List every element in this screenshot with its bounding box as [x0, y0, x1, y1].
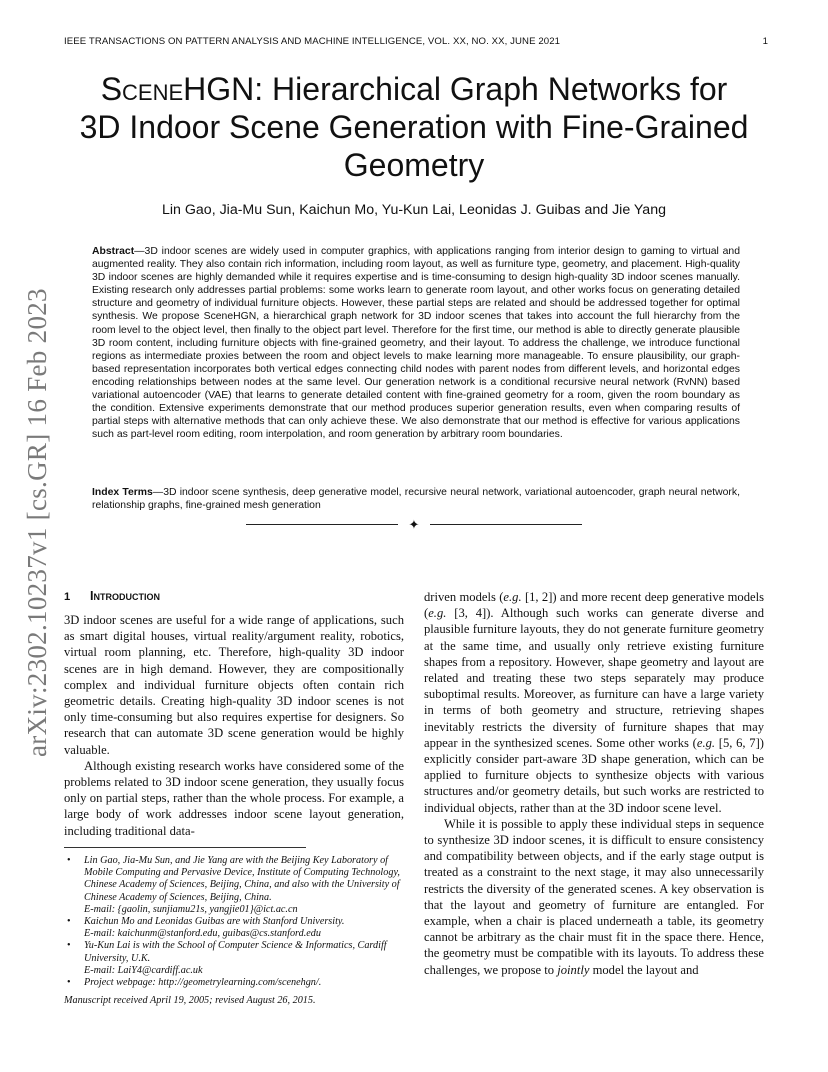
footnote-email: E-mail: LaiY4@cardiff.ac.uk [84, 964, 203, 976]
separator-line-right [430, 524, 582, 525]
footnote-text: Lin Gao, Jia-Mu Sun, and Jie Yang are with the Beijing Key Laboratory of Mobile Computing and Pervasive Device, Institute of Computing Technology, Chinese Academy of Sciences, Beijing, China, and also with the University of Chinese Academy of Sciences, Beijing, China. [84, 855, 400, 903]
arxiv-stamp: arXiv:2302.10237v1 [cs.GR] 16 Feb 2023 [22, 288, 52, 757]
index-terms-label: Index Terms [92, 487, 153, 498]
method-name: SceneHGN [100, 71, 255, 107]
footnote-email: E-mail: {gaolin, sunjiamu21s, yangjie01}@ict.ac.cn [84, 903, 298, 915]
footnote-text: Yu-Kun Lai is with the School of Computer Science & Informatics, Cardiff University, U.K. [84, 940, 387, 964]
title-line-2: 3D Indoor Scene Generation with Fine-Grained [79, 109, 749, 145]
paper-title [40, 70, 788, 184]
section-heading [64, 589, 404, 604]
abstract-label: Abstract [92, 246, 135, 257]
author-list: Lin Gao, Jia-Mu Sun, Kaichun Mo, Yu-Kun Lai, Leonidas J. Guibas and Jie Yang [162, 202, 666, 218]
page-number: 1 [762, 36, 768, 47]
section-separator [246, 518, 582, 532]
bullet-icon: • [67, 855, 71, 866]
separator-line-left [246, 524, 398, 525]
separator-diamond-icon: ✦ [408, 517, 420, 532]
left-column [64, 589, 404, 839]
index-terms [92, 486, 740, 512]
section-number: 1 [64, 591, 71, 603]
footnote-affiliation-stanford [64, 916, 406, 940]
bullet-icon: • [67, 916, 71, 928]
title-line-1: : Hierarchical Graph Networks for [254, 71, 728, 107]
intro-paragraph-3: driven models (e.g. [1, 2]) and more recent deep generative models (e.g. [3, 4]). Although such works can generate diverse and plausible furniture layouts, they do not generate furniture geometry at the same time, and usually only retrieve existing furniture shapes from a repository. However, shape geometry and layout are related and treating these two steps separately may produce suboptimal results. Moreover, as furniture can have a large variety in terms of both geometry and structure, retrieving shapes inevitably restricts the diversity of furniture shapes that may appear in the synthesized scenes. Some other works (e.g. [5, 6, 7]) explicitly consider part-aware 3D shape generation, which can be applied to furniture objects to synthesize objects with various structures and/or geometry details, but such works are restricted to individual objects, rather than at the 3D indoor scene level. [424, 590, 764, 815]
abstract-text: —3D indoor scenes are widely used in computer graphics, with applications ranging from interior design to gaming to virtual and augmented reality. They also contain rich information, including room layout, as well as furniture type, geometry, and placement. High-quality 3D indoor scenes are highly demanded while it requires expertise and is time-consuming to design high-quality 3D indoor scenes manually. Existing research only addresses partial problems: some works learn to generate room layout, and other works focus on generating detailed structure and geometry of individual furniture objects. However, these partial steps are related and should be addressed together for optimal synthesis. We propose SceneHGN, a hierarchical graph network for 3D indoor scenes that takes into account the full hierarchy from the room level to the object level, then finally to the object part level. Therefore for the first time, our method is able to directly generate plausible 3D room content, including furniture objects with fine-grained geometry, and their layout. To address the challenge, we introduce functional regions as intermediate proxies between the room and object levels to make learning more manageable. To ensure plausibility, our graph-based representation incorporates both vertical edges connecting child nodes with parent nodes from different levels, and horizontal edges encoding relationships between nodes at the same level. Our generation network is a conditional recursive neural network (RvNN) based variational autoencoder (VAE) that learns to generate detailed content with fine-grained geometry for a room, given the room boundary as the condition. Extensive experiments demonstrate that our method produces superior generation results, even when comparing results of partial steps with alternative methods that can only achieve these. We also demonstrate that our method is effective for various applications such as part-level room editing, room interpolation, and room generation by arbitrary room boundaries. [92, 246, 740, 441]
footnote-rule [64, 847, 306, 848]
manuscript-note: Manuscript received April 19, 2005; revised August 26, 2015. [64, 995, 316, 1007]
running-header [64, 36, 768, 47]
footnote-text: Kaichun Mo and Leonidas Guibas are with Stanford University. [84, 916, 345, 928]
intro-paragraph-1: 3D indoor scenes are useful for a wide range of applications, such as smart digital houses, virtual reality/argument reality, robotics, virtual room planning, etc. Therefore, high-quality 3D indoor scenes are in high demand. However, they are compositionally complex and individual furniture objects often contain rich geometric details. Creating high-quality 3D indoor scenes is not only time-consuming but also requires expertise for designers. So research that can automate 3D scene generation would be highly valuable. [64, 613, 404, 757]
title-line-3: Geometry [343, 147, 485, 183]
index-terms-text: —3D indoor scene synthesis, deep generative model, recursive neural network, variational autoencoder, graph neural network, relationship graphs, fine-grained mesh generation [92, 487, 740, 512]
footnote-project-page [64, 977, 406, 989]
section-title: Introduction [90, 589, 160, 603]
footnote-email: E-mail: kaichunm@stanford.edu, guibas@cs.stanford.edu [84, 928, 321, 940]
intro-paragraph-2: Although existing research works have considered some of the problems related to 3D indoor scene generation, they usually focus only on partial steps, rather than the whole process. For example, a large body of work addresses indoor scene layout generation, including traditional data- [64, 758, 404, 838]
footnotes [64, 855, 406, 1007]
journal-title: IEEE TRANSACTIONS ON PATTERN ANALYSIS AND MACHINE INTELLIGENCE, VOL. XX, NO. XX, JUNE 2021 [64, 36, 561, 47]
footnote-affiliation-ict [64, 855, 406, 916]
footnote-affiliation-cardiff [64, 940, 406, 977]
right-column [424, 589, 764, 978]
bullet-icon: • [67, 940, 71, 952]
intro-paragraph-4: While it is possible to apply these individual steps in sequence to synthesize 3D indoor scenes, it is difficult to ensure consistency and compatibility between objects, and if the early stage output is treated as a constraint to the next stage, it may also unnecessarily restricts the diversity of the generated scenes. A key observation is that the layout and geometry of furniture are entangled. For example, when a chair is placed underneath a table, its geometry cannot be arbitrary as the chair must fit in the space there. Hence, the geometry must be compatible with its layouts. To address these challenges, we propose to jointly model the layout and [424, 816, 764, 977]
project-webpage-link[interactable]: Project webpage: http://geometrylearning.com/scenehgn/. [84, 977, 322, 989]
abstract [92, 245, 740, 441]
bullet-icon: • [67, 977, 71, 989]
